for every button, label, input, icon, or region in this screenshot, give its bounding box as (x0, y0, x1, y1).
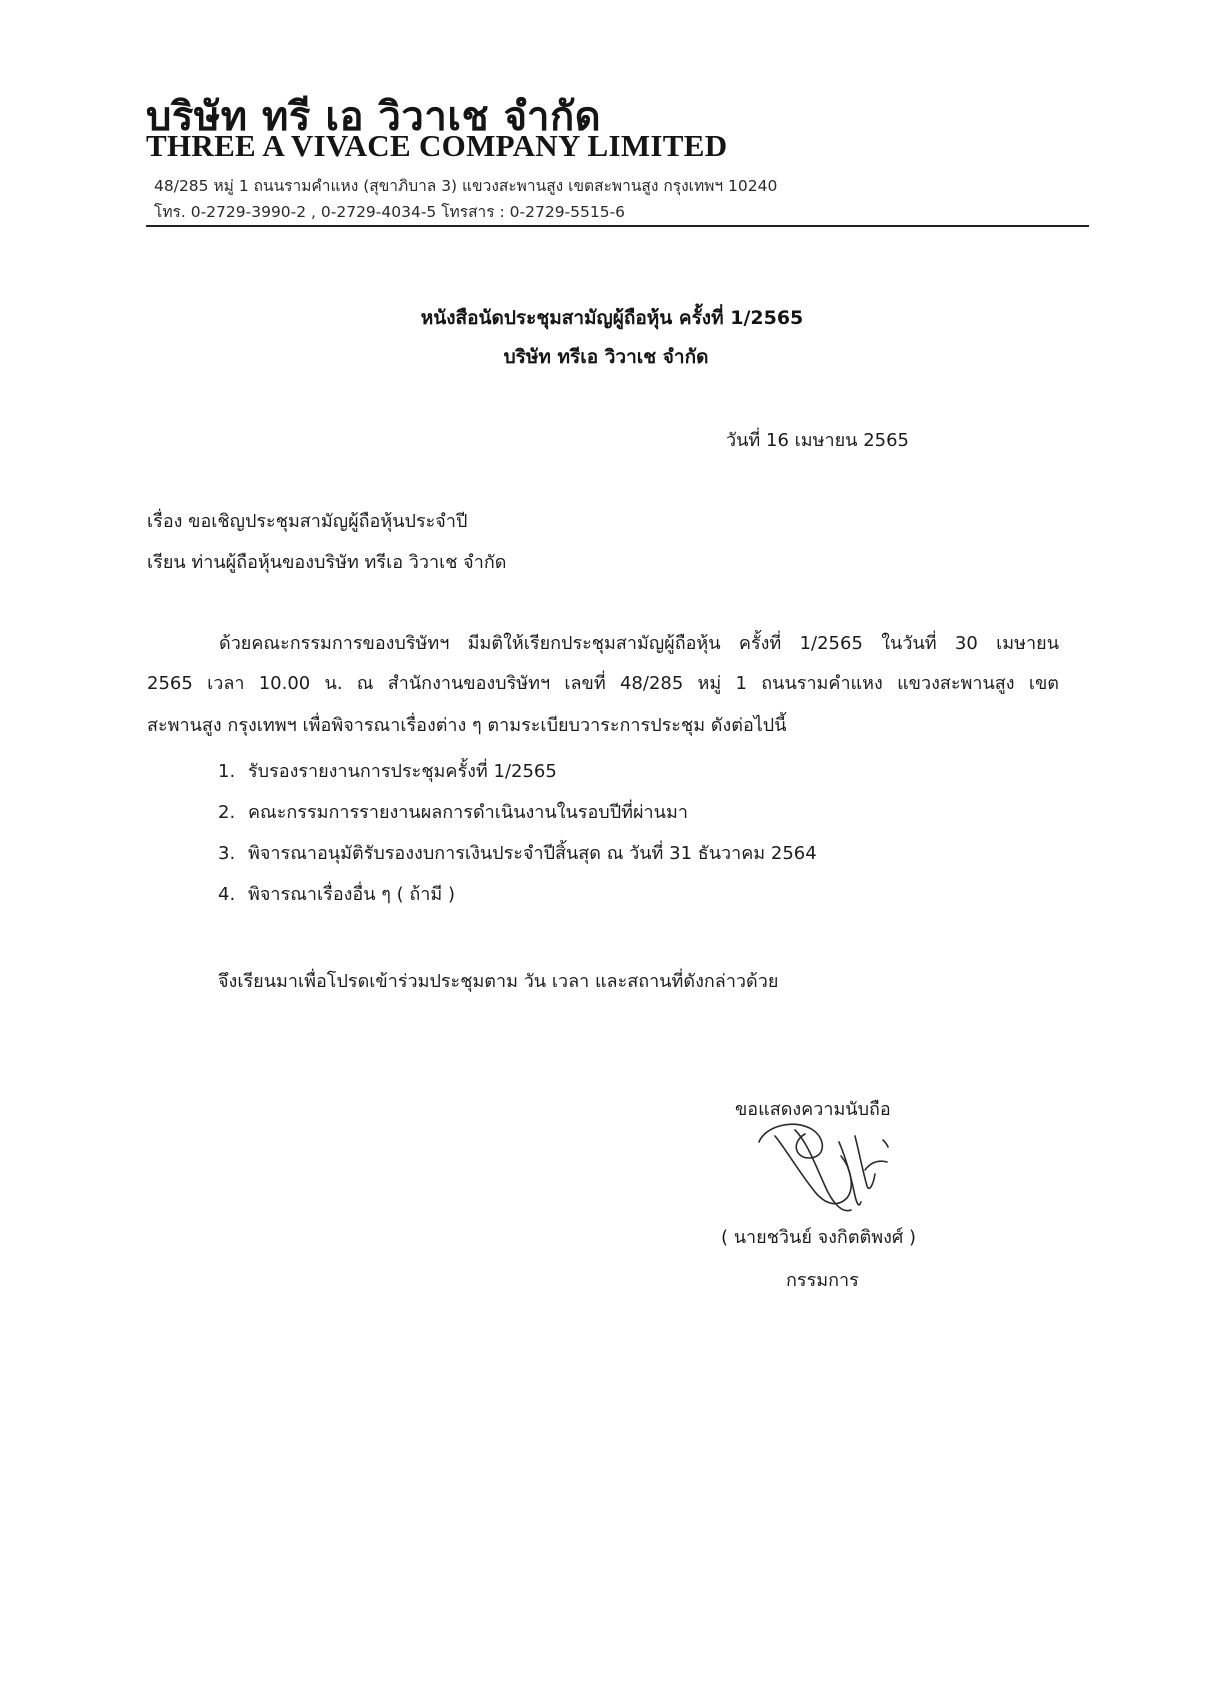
body-line: ด้วยคณะกรรมการของบริษัทฯ มีมติให้เรียกประชุมสามัญผู้ถือหุ้น ครั้งที่ 1/2565 ในวันที่ 30 เมษายน (219, 633, 1059, 654)
signer-name: ( นายชวินย์ จงกิตติพงศ์ ) (721, 1227, 917, 1248)
agenda-number: 4. (218, 884, 236, 905)
agenda-number: 1. (218, 761, 236, 782)
regards-text: ขอแสดงความนับถือ (735, 1099, 891, 1120)
signer-position: กรรมการ (786, 1270, 859, 1291)
handwritten-signature (755, 1112, 905, 1222)
document-title: หนังสือนัดประชุมสามัญผู้ถือหุ้น ครั้งที่ 1/2565 (420, 307, 804, 329)
letterhead-divider (146, 225, 1089, 227)
body-line: 2565 เวลา 10.00 น. ณ สำนักงานของบริษัทฯ เลขที่ 48/285 หมู่ 1 ถนนรามคำแหง แขวงสะพานสูง เขต (147, 673, 1059, 694)
agenda-item (218, 756, 557, 785)
letter-date: วันที่ 16 เมษายน 2565 (726, 430, 909, 451)
body-line: สะพานสูง กรุงเทพฯ เพื่อพิจารณาเรื่องต่าง ๆ ตามระเบียบวาระการประชุม ดังต่อไปนี้ (147, 715, 787, 736)
agenda-text: รับรองรายงานการประชุมครั้งที่ 1/2565 (248, 761, 557, 782)
letter-recipient: เรียน ท่านผู้ถือหุ้นของบริษัท ทรีเอ วิวาเช จำกัด (147, 552, 507, 573)
agenda-item (218, 879, 455, 908)
agenda-text: คณะกรรมการรายงานผลการดำเนินงานในรอบปีที่ผ่านมา (248, 802, 688, 823)
agenda-text: พิจารณาเรื่องอื่น ๆ ( ถ้ามี ) (248, 884, 455, 905)
agenda-item (218, 838, 817, 867)
company-name-thai: บริษัท ทรี เอ วิวาเช จำกัด (146, 94, 602, 140)
closing-sentence: จึงเรียนมาเพื่อโปรดเข้าร่วมประชุมตาม วัน เวลา และสถานที่ดังกล่าวด้วย (218, 971, 779, 992)
document-subtitle: บริษัท ทรีเอ วิวาเช จำกัด (503, 346, 709, 368)
agenda-number: 3. (218, 843, 236, 864)
company-name-english: THREE A VIVACE COMPANY LIMITED (146, 128, 728, 163)
company-contact: โทร. 0-2729-3990-2 , 0-2729-4034-5 โทรสาร : 0-2729-5515-6 (154, 203, 626, 221)
agenda-item (218, 797, 688, 826)
agenda-text: พิจารณาอนุมัติรับรองงบการเงินประจำปีสิ้นสุด ณ วันที่ 31 ธันวาคม 2564 (248, 843, 817, 864)
letter-subject: เรื่อง ขอเชิญประชุมสามัญผู้ถือหุ้นประจำปี (147, 511, 468, 532)
company-address: 48/285 หมู่ 1 ถนนรามคำแหง (สุขาภิบาล 3) แขวงสะพานสูง เขตสะพานสูง กรุงเทพฯ 10240 (154, 177, 778, 195)
agenda-number: 2. (218, 802, 236, 823)
